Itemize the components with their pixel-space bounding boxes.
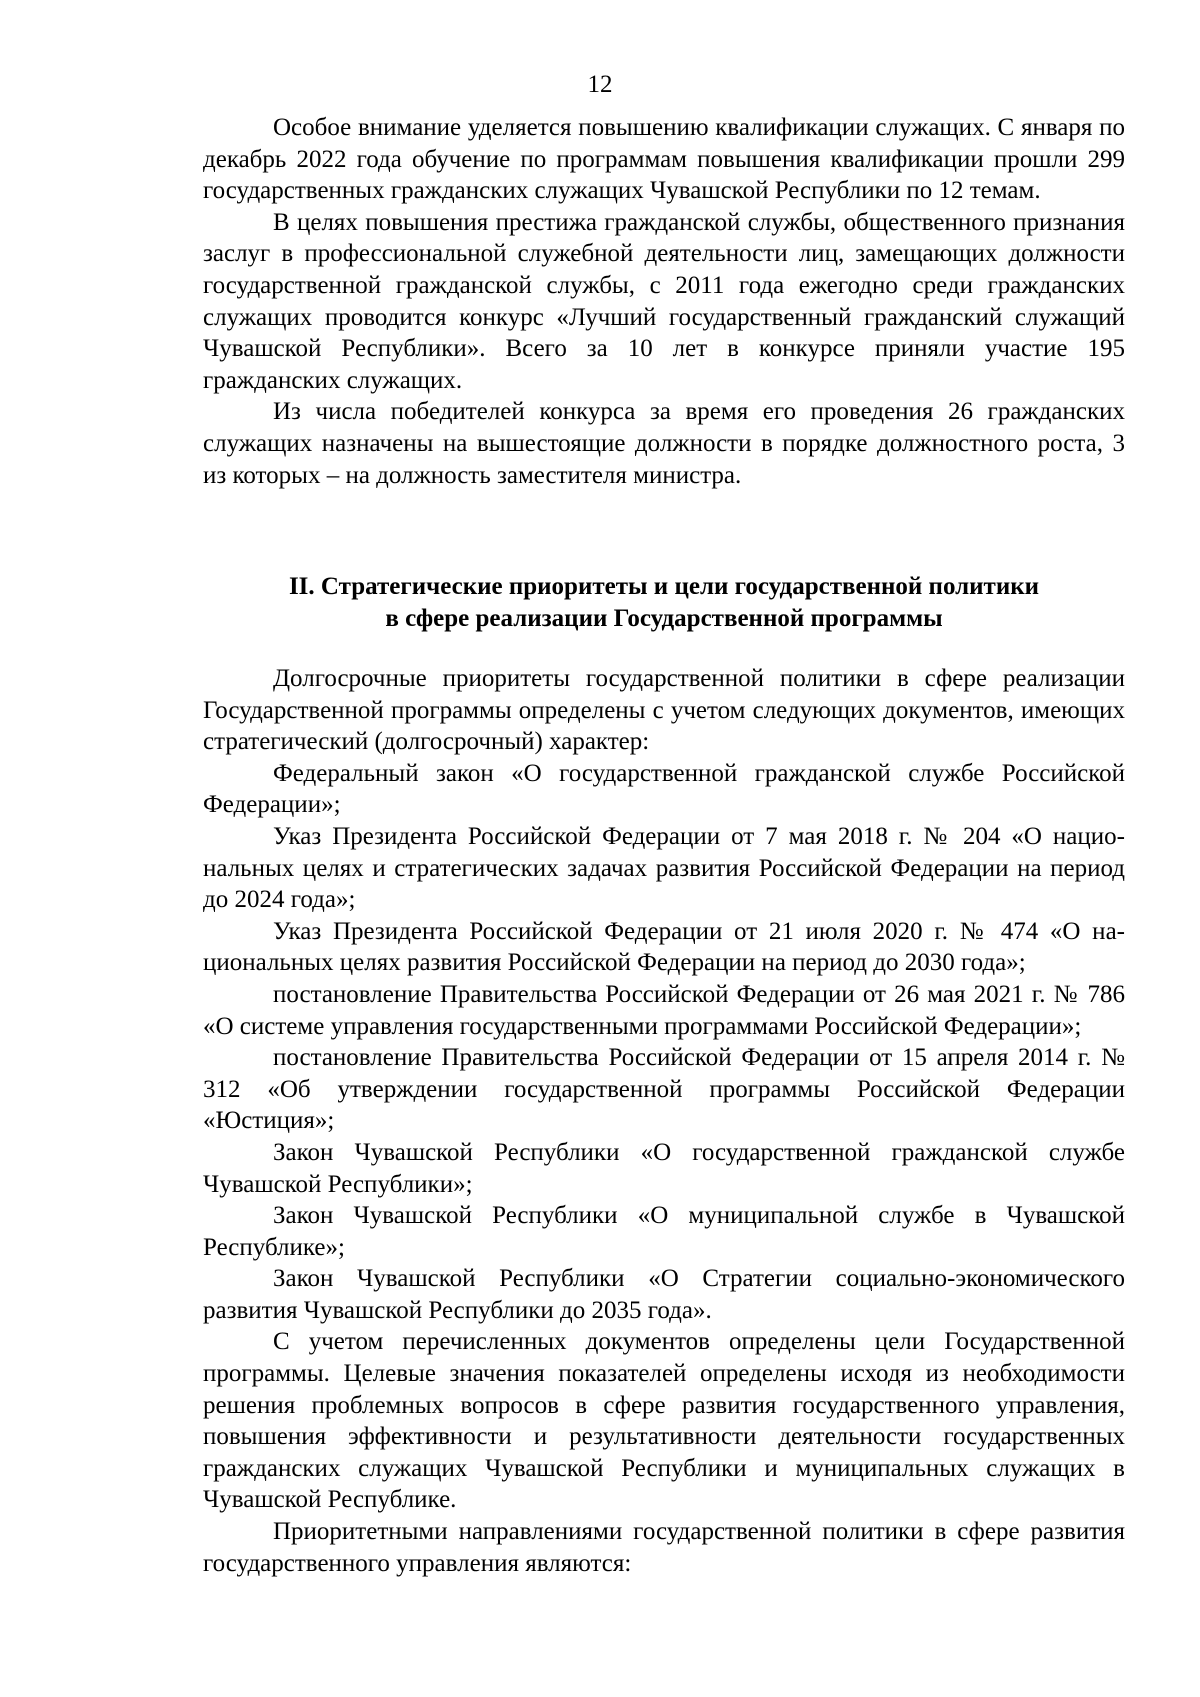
intro-section xyxy=(203,112,1125,491)
list-item-law-strategy-2035: Закон Чувашской Республики «О Стратегии социально-экономического развития Чувашской Республики до 2035 года». xyxy=(203,1265,1125,1324)
page-number: 12 xyxy=(587,71,613,98)
list-item-resolution-786: постановление Правительства Российской Федерации от 26 мая 2021 г. № 786 «О системе управления государственными программами Российской Федерации»; xyxy=(203,980,1125,1040)
paragraph-goals: С учетом перечисленных документов определены цели Государственной программы. Целевые значения показателей определены исходя из необходимости решения проблемных вопросов в сфере развития государственного управления, повышения эффективности и результативности деятельности государственных гражданских служащих Чувашской Республики и муниципальных служащих в Чувашской Республике. xyxy=(203,1328,1125,1514)
paragraph-promotion: Из числа победителей конкурса за время его проведения 26 гражданских служащих назначены на вышестоящие должности в порядке должностного роста, 3 из которых – на должность заместителя министра. xyxy=(203,398,1125,489)
list-item-federal-law: Федеральный закон «О государственной гражданской службе Российской Федерации»; xyxy=(203,759,1125,819)
paragraph-contest: В целях повышения престижа гражданской службы, общественного признания заслуг в профессиональной служебной деятельности лиц, замещающих должности государственной гражданской службы, с 2011 года ежегодно среди гражданских служащих проводится конкурс «Лучший государственный гражданский служащий Чувашской Республики». Всего за 10 лет в конкурсе приняли участие 195 гражданских служащих. xyxy=(203,208,1125,394)
paragraph-training: Особое внимание уделяется повышению квалификации служащих. С января по декабрь 2022 года обучение по программам повышения квалификации прошли 299 государственных гражданских служащих Чувашской Республики по 12 темам. xyxy=(203,114,1125,205)
list-item-decree-204: Указ Президента Российской Федерации от 7 мая 2018 г. № 204 «О национальных целях и стратегических задачах развития Российской Федерации на период до 2024 года»; xyxy=(203,822,1125,914)
section-heading-line-2: в сфере реализации Государственной программы xyxy=(385,605,943,632)
list-item-law-civil-service: Закон Чувашской Республики «О государственной гражданской службе Чувашской Республики»; xyxy=(203,1138,1125,1198)
section-heading-line-1: II. Стратегические приоритеты и цели государственной политики xyxy=(288,573,1040,600)
section-body xyxy=(203,663,1125,1579)
section-heading xyxy=(203,571,1125,635)
list-item-law-municipal-service: Закон Чувашской Республики «О муниципальной службе в Чувашской Республике»; xyxy=(203,1202,1125,1261)
list-item-decree-474: Указ Президента Российской Федерации от 21 июля 2020 г. № 474 «О национальных целях развития Российской Федерации на период до 2030 года»; xyxy=(203,917,1125,977)
list-item-resolution-312: постановление Правительства Российской Федерации от 15 апреля 2014 г. № 312 «Об утверждении государственной программы Российской Федерации «Юстиция»; xyxy=(203,1044,1125,1135)
paragraph-priorities-intro: Долгосрочные приоритеты государственной политики в сфере реализации Государственной программы определены с учетом следующих документов, имеющих стратегический (долгосрочный) характер: xyxy=(203,665,1125,756)
paragraph-priority-directions: Приоритетными направлениями государственной политики в сфере развития государственного управления являются: xyxy=(203,1518,1125,1577)
